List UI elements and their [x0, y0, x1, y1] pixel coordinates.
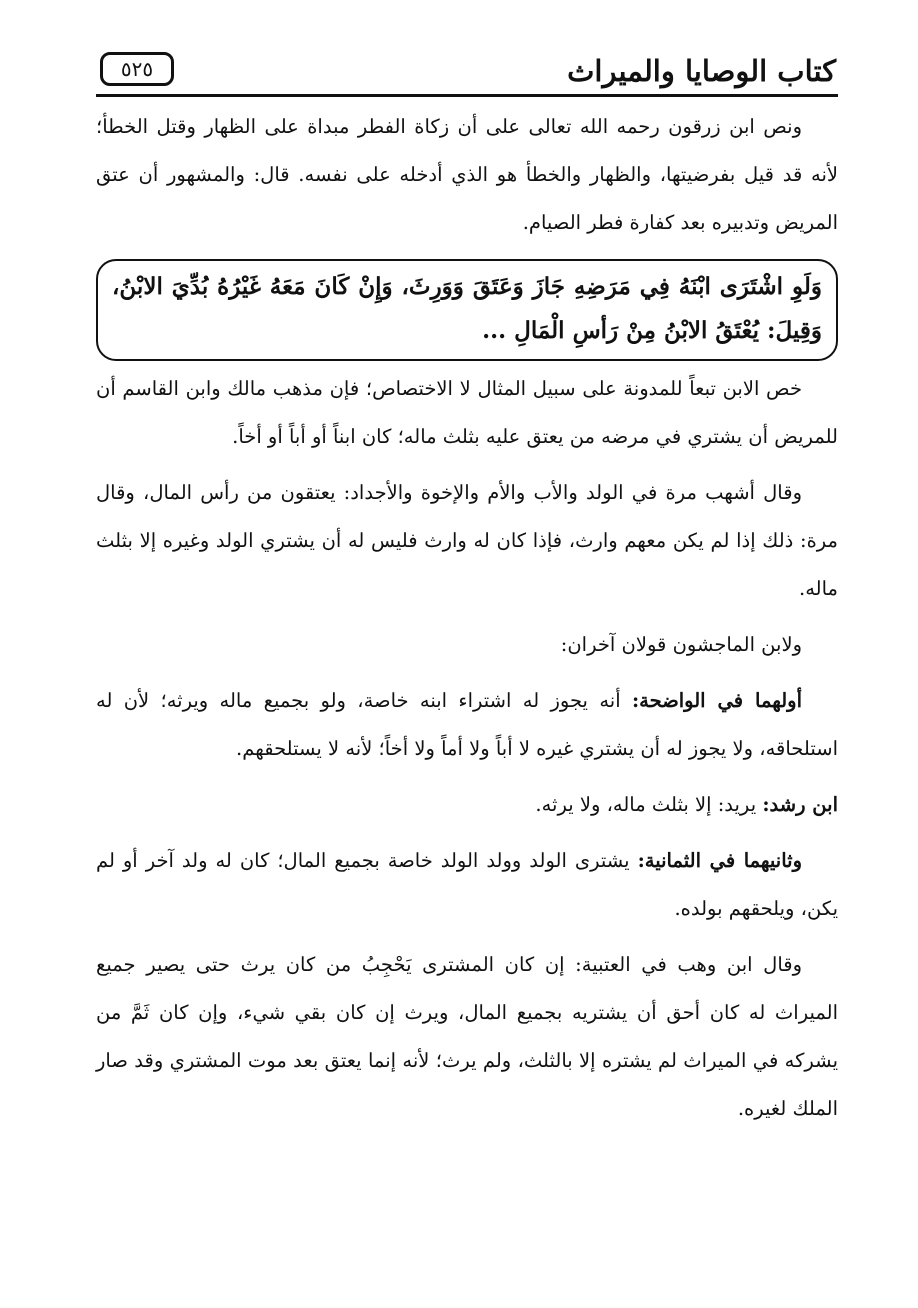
header-rule — [96, 94, 838, 97]
paragraph-intro — [96, 103, 838, 247]
commentary-paragraph — [96, 781, 838, 829]
page-number-box — [100, 52, 174, 86]
paragraph-text: ونص ابن زرقون رحمه الله تعالى على أن زكاة الفطر مبداة على الظهار وقتل الخطأ؛ لأنه قد قيل بفرضيتها، والظهار والخطأ هو الذي أدخله على نفسه. قال: والمشهور أن عتق المريض وتدبيره بعد كفارة فطر الصيام. — [96, 115, 838, 234]
page-header — [96, 48, 838, 94]
matn-box — [96, 259, 838, 361]
matn-text: وَلَوِ اشْتَرَى ابْنَهُ فِي مَرَضِهِ جَازَ وَعَتَقَ وَوَرِثَ، وَإِنْ كَانَ مَعَهُ غَيْرُهُ بُدِّيَ الابْنُ، وَقِيلَ: يُعْتَقُ الابْنُ مِنْ رَأسِ الْمَالِ ... — [112, 273, 822, 344]
commentary-paragraph — [96, 365, 838, 461]
commentary-paragraph — [96, 469, 838, 613]
page-number: ٥٢٥ — [120, 57, 154, 81]
paragraph-text: وقال ابن وهب في العتبية: إن كان المشترى يَحْجِبُ من كان يرث حتى يصير جميع الميراث له كان أحق أن يشتريه بجميع المال، ويرث إن كان بقي شيء، وإن كان ثَمَّ من يشركه في الميراث لم يشتره إلا بالثلث، ولم يرث؛ لأنه إنما يعتق بعد موت المشتري وقد صار الملك لغيره. — [96, 953, 838, 1120]
paragraph-text: يريد: إلا بثلث ماله، ولا يرثه. — [535, 793, 763, 816]
paragraph-text: ولابن الماجشون قولان آخران: — [560, 633, 802, 656]
document-page — [96, 48, 838, 1133]
commentary-paragraph — [96, 941, 838, 1133]
paragraph-lead: ابن رشد: — [762, 793, 838, 816]
paragraph-text: يشترى الولد وولد الولد خاصة بجميع المال؛ كان له ولد آخر أو لم يكن، ويلحقهم بولده. — [96, 849, 838, 920]
commentary-paragraph — [96, 677, 838, 773]
paragraph-lead: أولهما في الواضحة: — [631, 689, 803, 712]
paragraph-text: خص الابن تبعاً للمدونة على سبيل المثال لا الاختصاص؛ فإن مذهب مالك وابن القاسم أن للمريض أن يشتري في مرضه من يعتق عليه بثلث ماله؛ كان ابناً أو أباً أو أخاً. — [96, 377, 838, 448]
paragraph-lead: وثانيهما في الثمانية: — [637, 849, 803, 872]
commentary-paragraph — [96, 837, 838, 933]
paragraph-text: أنه يجوز له اشتراء ابنه خاصة، ولو بجميع ماله ويرثه؛ لأن له استلحاقه، ولا يجوز له أن يشتري غيره لا أباً ولا أماً ولا أخاً؛ لأنه لا يستلحقهم. — [96, 689, 838, 760]
commentary-paragraph — [96, 621, 838, 669]
paragraph-text: وقال أشهب مرة في الولد والأب والأم والإخوة والأجداد: يعتقون من رأس المال، وقال مرة: ذلك إذا لم يكن معهم وارث، فإذا كان له وارث فليس له أن يشتري الولد وغيره إلا بثلث ماله. — [96, 481, 838, 600]
running-title: كتاب الوصايا والميراث — [567, 54, 836, 88]
